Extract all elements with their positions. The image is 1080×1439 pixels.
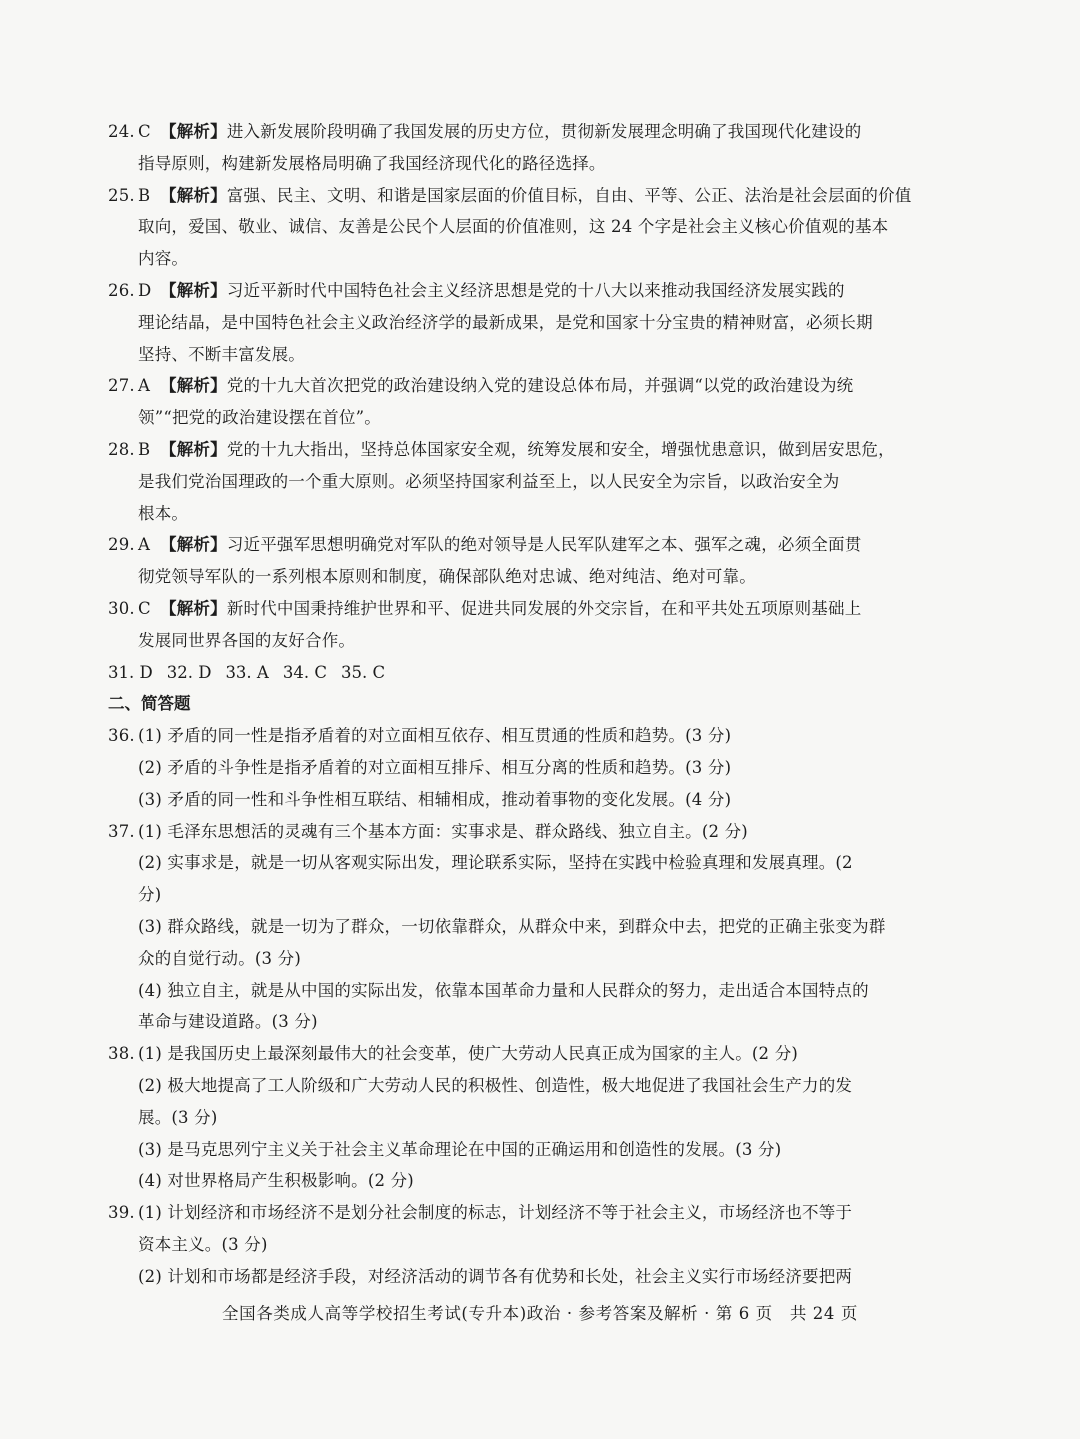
short-answer-text: 革命与建设道路。(3 分) xyxy=(138,1012,318,1032)
short-answer-text: 分) xyxy=(138,885,162,905)
question-number: 28. xyxy=(108,439,135,459)
short-answer-text: (3) 矛盾的同一性和斗争性相互联结、相辅相成，推动着事物的变化发展。(4 分) xyxy=(138,789,732,809)
question-number: 27. xyxy=(108,376,135,396)
question-number: 26. xyxy=(108,280,135,300)
section-title: 二、简答题 xyxy=(108,694,191,714)
answer-entry xyxy=(108,434,898,529)
answer-text: 内容。 xyxy=(138,249,189,269)
short-answer-line xyxy=(108,1102,898,1134)
short-answer-line xyxy=(108,1038,898,1070)
answer-text: 领”“把党的政治建设摆在首位”。 xyxy=(138,408,382,428)
answer-entry xyxy=(108,529,898,593)
answer-entry xyxy=(108,275,898,370)
short-answer-text: (3) 是马克思列宁主义关于社会主义革命理论在中国的正确运用和创造性的发展。(3 分) xyxy=(138,1139,782,1159)
short-answer-text: (1) 是我国历史上最深刻最伟大的社会变革，使广大劳动人民真正成为国家的主人。(2 分) xyxy=(138,1044,799,1064)
answer-text: 习近平新时代中国特色社会主义经济思想是党的十八大以来推动我国经济发展实践的 xyxy=(226,280,845,300)
mc-answers-line xyxy=(108,657,898,689)
answer-text: 新时代中国秉持维护世界和平、促进共同发展的外交宗旨，在和平共处五项原则基础上 xyxy=(226,598,862,618)
analysis-tag: 【解析】 xyxy=(160,535,227,555)
short-answer-line xyxy=(108,1229,898,1261)
analysis-tag: 【解析】 xyxy=(160,376,227,396)
analysis-tag: 【解析】 xyxy=(160,598,227,618)
answer-content xyxy=(108,116,912,1292)
short-answer-text: 众的自觉行动。(3 分) xyxy=(138,948,302,968)
short-answer-text: (1) 矛盾的同一性是指矛盾着的对立面相互依存、相互贯通的性质和趋势。(3 分) xyxy=(138,726,732,746)
answer-line xyxy=(108,243,898,275)
short-answer-entry xyxy=(108,816,898,1039)
analysis-tag: 【解析】 xyxy=(160,122,227,141)
short-answer-text: (1) 毛泽东思想活的灵魂有三个基本方面：实事求是、群众路线、独立自主。(2 分) xyxy=(138,821,748,841)
answer-line xyxy=(108,593,898,625)
short-answer-text: (4) 对世界格局产生积极影响。(2 分) xyxy=(138,1171,414,1191)
question-number: 36. xyxy=(108,726,135,746)
short-answer-text: (2) 极大地提高了工人阶级和广大劳动人民的积极性、创造性，极大地促进了我国社会生产力的发 xyxy=(138,1075,853,1095)
short-answer-line xyxy=(108,879,898,911)
answer-line xyxy=(108,211,898,243)
answer-line xyxy=(108,370,898,402)
question-number: 39. xyxy=(108,1203,135,1223)
short-answer-text: 资本主义。(3 分) xyxy=(138,1234,268,1254)
short-answer-line xyxy=(108,1134,898,1166)
answer-text: 指导原则，构建新发展格局明确了我国经济现代化的路径选择。 xyxy=(138,153,606,173)
answer-letter: A xyxy=(138,376,151,396)
answer-letter: C xyxy=(138,122,151,141)
short-answer-line xyxy=(108,911,898,943)
question-number: 25. xyxy=(108,185,135,205)
answer-text: 理论结晶，是中国特色社会主义政治经济学的最新成果，是党和国家十分宝贵的精神财富，必须长期 xyxy=(138,312,873,332)
analysis-tag: 【解析】 xyxy=(160,439,227,459)
short-answer-text: 展。(3 分) xyxy=(138,1107,218,1127)
short-answer-line xyxy=(108,1261,898,1293)
answer-text: 取向，爱国、敬业、诚信、友善是公民个人层面的价值准则，这 24 个字是社会主义核心价值观的基本 xyxy=(138,217,889,237)
mc-answer: 34. C xyxy=(282,662,327,682)
short-answer-line xyxy=(108,1006,898,1038)
short-answer-line xyxy=(108,943,898,975)
answer-entry xyxy=(108,370,898,434)
short-answer-line xyxy=(108,1197,898,1229)
answer-line xyxy=(108,498,898,530)
short-answer-text: (1) 计划经济和市场经济不是划分社会制度的标志，计划经济不等于社会主义，市场经济也不等于 xyxy=(138,1203,853,1223)
short-answer-entry xyxy=(108,1038,898,1197)
short-answer-text: (2) 计划和市场都是经济手段，对经济活动的调节各有优势和长处，社会主义实行市场经济要把两 xyxy=(138,1266,853,1286)
question-number: 30. xyxy=(108,598,135,618)
page-footer: 全国各类成人高等学校招生考试(专升本)政治 · 参考答案及解析 · 第 6 页 共 24 页 xyxy=(222,1304,858,1323)
answer-text: 进入新发展阶段明确了我国发展的历史方位，贯彻新发展理念明确了我国现代化建设的 xyxy=(226,122,862,141)
question-number: 29. xyxy=(108,535,135,555)
answer-text: 彻党领导军队的一系列根本原则和制度，确保部队绝对忠诚、绝对纯洁、绝对可靠。 xyxy=(138,567,756,587)
question-number: 24. xyxy=(108,122,135,141)
question-number: 37. xyxy=(108,821,135,841)
answer-text: 根本。 xyxy=(138,503,189,523)
answer-line xyxy=(108,466,898,498)
answer-text: 党的十九大首次把党的政治建设纳入党的建设总体布局，并强调“以党的政治建设为统 xyxy=(226,376,854,396)
answer-text: 习近平强军思想明确党对军队的绝对领导是人民军队建军之本、强军之魂，必须全面贯 xyxy=(226,535,862,555)
answer-text: 发展同世界各国的友好合作。 xyxy=(138,630,356,650)
short-answer-line xyxy=(108,1165,898,1197)
answer-entry xyxy=(108,116,898,180)
short-answer-text: (2) 矛盾的斗争性是指矛盾着的对立面相互排斥、相互分离的性质和趋势。(3 分) xyxy=(138,757,732,777)
short-answer-line xyxy=(108,752,898,784)
answer-line xyxy=(108,625,898,657)
short-answer-text: (2) 实事求是，就是一切从客观实际出发，理论联系实际，坚持在实践中检验真理和发展真理。(2 xyxy=(138,853,853,873)
answer-text: 坚持、不断丰富发展。 xyxy=(138,344,305,364)
answer-line xyxy=(108,529,898,561)
answer-line xyxy=(108,561,898,593)
mc-answer: 35. C xyxy=(340,662,386,682)
short-answer-line xyxy=(108,1070,898,1102)
mc-answer: 31. D xyxy=(108,662,153,682)
answer-letter: B xyxy=(138,185,151,205)
short-answer-line xyxy=(108,975,898,1007)
mc-answer: 33. A xyxy=(225,662,269,682)
short-answer-entry xyxy=(108,1197,898,1292)
answer-line xyxy=(108,402,898,434)
answer-letter: D xyxy=(138,280,152,300)
analysis-tag: 【解析】 xyxy=(160,280,227,300)
mc-answer: 32. D xyxy=(166,662,212,682)
short-answer-line xyxy=(108,816,898,848)
short-answer-line xyxy=(108,720,898,752)
answer-text: 党的十九大指出，坚持总体国家安全观，统筹发展和安全，增强忧患意识，做到居安思危， xyxy=(226,439,895,459)
analysis-tag: 【解析】 xyxy=(160,185,227,205)
answer-line xyxy=(108,180,912,212)
answer-line xyxy=(108,275,898,307)
answer-letter: B xyxy=(138,439,151,459)
answer-letter: A xyxy=(138,535,151,555)
short-answer-line xyxy=(108,784,898,816)
question-number: 38. xyxy=(108,1044,135,1064)
short-answer-text: (4) 独立自主，就是从中国的实际出发，依靠本国革命力量和人民群众的努力，走出适合本国特点的 xyxy=(138,980,869,1000)
answer-letter: C xyxy=(138,598,151,618)
short-answer-text: (3) 群众路线，就是一切为了群众，一切依靠群众，从群众中来，到群众中去，把党的正确主张变为群 xyxy=(138,916,886,936)
answer-line xyxy=(108,307,898,339)
answer-line xyxy=(108,339,898,371)
answer-text: 是我们党治国理政的一个重大原则。必须坚持国家利益至上，以人民安全为宗旨，以政治安全为 xyxy=(138,471,840,491)
short-answer-line xyxy=(108,847,898,879)
short-answer-entry xyxy=(108,720,898,815)
answer-entry xyxy=(108,593,898,657)
answer-line xyxy=(108,116,898,148)
answer-text: 富强、民主、文明、和谐是国家层面的价值目标，自由、平等、公正、法治是社会层面的价值 xyxy=(226,185,912,205)
answer-line xyxy=(108,434,898,466)
answer-line xyxy=(108,148,898,180)
answer-entry xyxy=(108,180,912,275)
